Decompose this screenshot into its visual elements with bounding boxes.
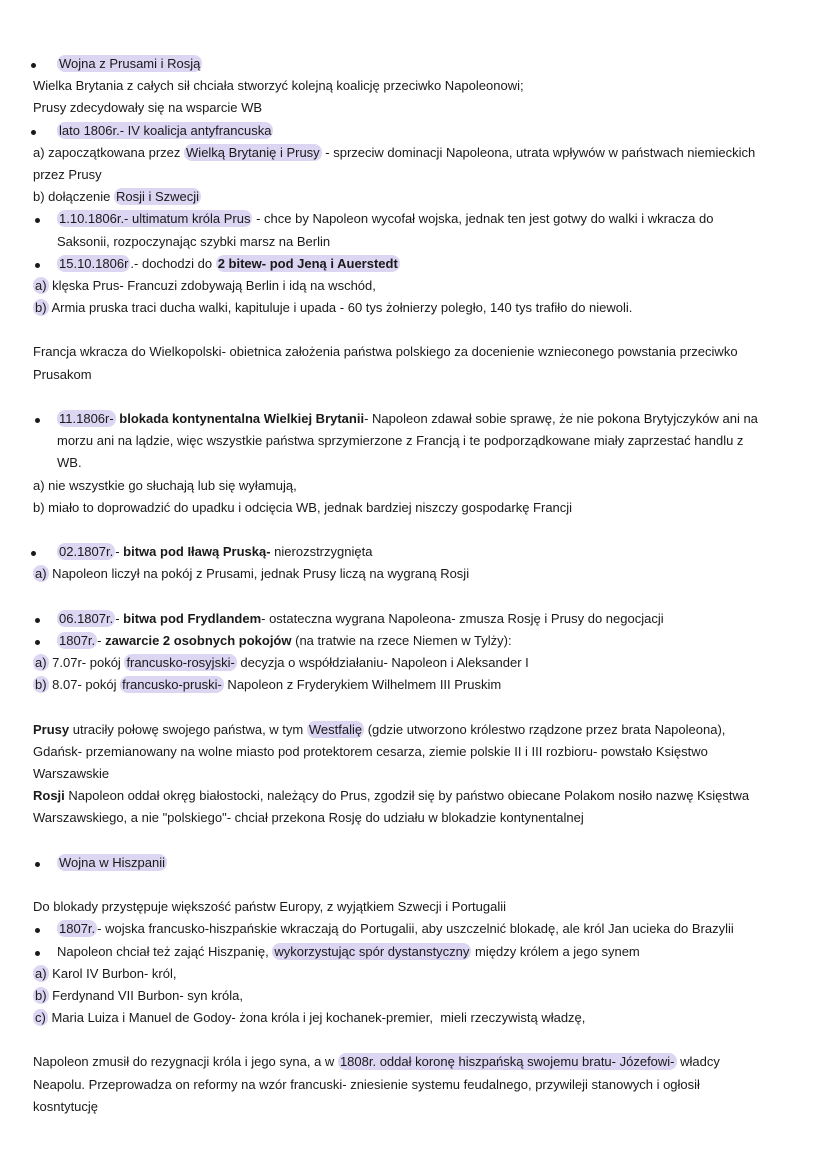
text-line bbox=[33, 452, 808, 474]
text-line bbox=[33, 785, 808, 807]
text-segment: nierozstrzygnięta bbox=[270, 544, 373, 560]
text-segment: kosntytucję bbox=[33, 1098, 99, 1114]
text-segment: - chce by Napoleon wycofał wojska, jednak ten jest gotwy do walki i wkracza do bbox=[252, 211, 714, 227]
text-segment: Do blokady przystępuje większość państw Europy, z wyjątkiem Szwecji i Portugalii bbox=[33, 899, 507, 915]
text-segment: Warszawskiego, a nie "polskiego"- chciał przekona Rosję do udziału w blokadzie kontynentalnej bbox=[33, 810, 584, 826]
highlighted-text: 02.1807r. bbox=[59, 544, 114, 560]
bold-text: bitwa pod Frydlandem bbox=[123, 610, 262, 626]
bullet-item bbox=[33, 852, 808, 874]
text-line bbox=[33, 674, 808, 696]
highlighted-text: a) bbox=[35, 655, 47, 671]
bold-text: bitwa pod Iławą Pruską- bbox=[123, 544, 271, 560]
text-line bbox=[33, 297, 808, 319]
text-segment: 8.07- pokój bbox=[48, 677, 121, 693]
text-line bbox=[33, 741, 808, 763]
text-line bbox=[33, 1074, 808, 1096]
text-segment: - bbox=[115, 544, 124, 560]
text-segment: Prusy zdecydowały się na wsparcie WB bbox=[33, 100, 263, 116]
text-line bbox=[33, 696, 808, 718]
bullet-item bbox=[33, 408, 808, 430]
bullet-item bbox=[33, 918, 808, 940]
highlighted-text: c) bbox=[35, 1010, 46, 1026]
text-line bbox=[33, 430, 808, 452]
text-segment: - sprzeciw dominacji Napoleona, utrata wpływów w państwach niemieckich bbox=[321, 144, 756, 160]
highlighted-text: Wielką Brytanię i Prusy bbox=[186, 144, 320, 160]
bullet-item bbox=[33, 208, 808, 230]
highlighted-text: Westfalię bbox=[308, 721, 363, 737]
text-segment: Neapolu. Przeprowadza on reformy na wzór francuski- zniesienie systemu feudalnego, przywileji stanowych i ogłosił bbox=[33, 1076, 700, 1092]
bullet-item bbox=[33, 630, 808, 652]
text-segment: władcy bbox=[676, 1054, 720, 1070]
text-segment: Napoleon chciał też zająć Hiszpanię, bbox=[57, 943, 273, 959]
text-segment: Prusakom bbox=[33, 366, 92, 382]
text-segment: - wojska francusko-hiszpańskie wkraczają do Portugalii, aby uszczelnić blokadę, ale król Jan ucieka do Brazylii bbox=[97, 921, 734, 937]
text-segment: decyzja o współdziałaniu- Napoleon i Aleksander I bbox=[236, 655, 529, 671]
text-line bbox=[33, 386, 808, 408]
bold-text: blokada kontynentalna Wielkiej Brytanii bbox=[115, 411, 365, 426]
text-line bbox=[33, 807, 808, 829]
text-line bbox=[33, 519, 808, 541]
highlighted-text: 1808r. oddał koronę hiszpańską swojemu bratu- Józefowi- bbox=[339, 1054, 675, 1070]
text-segment: b) dołączenie bbox=[33, 189, 114, 205]
text-line bbox=[33, 319, 808, 341]
text-line bbox=[33, 1029, 808, 1051]
document-body bbox=[33, 53, 808, 1118]
text-segment: - ostateczna wygrana Napoleona- zmusza Rosję i Prusy do negocjacji bbox=[261, 610, 664, 626]
text-segment: utraciły połowę swojego państwa, w tym bbox=[69, 721, 307, 737]
text-segment: Napoleon z Fryderykiem Wilhelmem III Pruskim bbox=[223, 677, 502, 693]
text-line bbox=[33, 874, 808, 896]
highlighted-text: a) bbox=[35, 277, 47, 293]
highlighted-text: francusko-rosyjski- bbox=[126, 655, 235, 671]
highlighted-text: 1807r. bbox=[59, 921, 96, 937]
text-line bbox=[33, 341, 808, 363]
bold-text: zawarcie 2 osobnych pokojów bbox=[105, 632, 292, 648]
text-line bbox=[33, 719, 808, 741]
text-segment: Karol IV Burbon- król, bbox=[48, 965, 177, 981]
highlighted-text: 1.10.1806r.- ultimatum króla Prus bbox=[59, 211, 251, 227]
text-segment: - bbox=[115, 610, 124, 626]
text-segment: - Napoleon zdawał sobie sprawę, że nie pokona Brytyjczyków ani na bbox=[364, 411, 758, 426]
text-segment: Saksonii, rozpoczynając szybki marsz na Berlin bbox=[57, 233, 331, 249]
bold-text: Rosji bbox=[33, 788, 65, 804]
text-segment: Maria Luiza i Manuel de Godoy- żona króla i jej kochanek-premier, mieli rzeczywistą władzę, bbox=[47, 1010, 586, 1026]
text-segment: Wielka Brytania z całych sił chciała stworzyć kolejną koalicję przeciwko Napoleonowi; bbox=[33, 78, 524, 94]
text-line bbox=[33, 896, 808, 918]
text-segment: a) zapoczątkowana przez bbox=[33, 144, 185, 160]
highlighted-text: b) bbox=[35, 677, 47, 693]
text-line bbox=[33, 186, 808, 208]
text-segment: Gdańsk- przemianowany na wolne miasto pod protektorem cesarza, ziemie polskie II i III rozbioru- powstało Księstwo bbox=[33, 743, 708, 759]
bullet-item bbox=[33, 608, 808, 630]
text-segment: Warszawskie bbox=[33, 766, 110, 781]
highlighted-text: b) bbox=[35, 300, 47, 316]
text-segment: morzu ani na lądzie, więc wszystkie państwa sprzymierzone z Francją i te podporządkowane miały zaprzestać handlu z bbox=[57, 433, 744, 449]
highlighted-text: 2 bitew- pod Jeną i Auerstedt bbox=[217, 255, 398, 271]
bullet-item bbox=[33, 541, 808, 563]
text-line bbox=[33, 586, 808, 608]
text-segment: Francja wkracza do Wielkopolski- obietnica założenia państwa polskiego za docenienie wznieconego powstania przeciwko bbox=[33, 344, 738, 360]
text-line bbox=[33, 763, 808, 785]
text-line bbox=[33, 497, 808, 519]
highlighted-text: 06.1807r. bbox=[59, 610, 114, 626]
text-line bbox=[33, 97, 808, 119]
highlighted-text: Wojna w Hiszpanii bbox=[59, 854, 165, 870]
text-line bbox=[33, 652, 808, 674]
bullet-item bbox=[33, 253, 808, 275]
text-line bbox=[33, 830, 808, 852]
highlighted-text: francusko-pruski- bbox=[122, 677, 222, 693]
bold-text: Prusy bbox=[33, 721, 70, 737]
text-segment: klęska Prus- Francuzi zdobywają Berlin i idą na wschód, bbox=[48, 277, 376, 293]
text-line bbox=[33, 164, 808, 186]
highlighted-text: 15.10.1806r bbox=[59, 255, 129, 271]
text-segment: - bbox=[97, 632, 106, 648]
text-segment: .- dochodzi do bbox=[130, 255, 216, 271]
highlighted-text: a) bbox=[35, 566, 47, 582]
highlighted-text: wykorzystując spór dystanstyczny bbox=[274, 943, 470, 959]
text-line bbox=[33, 1007, 808, 1029]
text-segment: (gdzie utworzono królestwo rządzone przez brata Napoleona), bbox=[364, 721, 726, 737]
text-segment: WB. bbox=[57, 455, 82, 471]
text-segment: Napoleon liczył na pokój z Prusami, jednak Prusy liczą na wygraną Rosji bbox=[48, 566, 470, 582]
text-segment: przez Prusy bbox=[33, 166, 102, 182]
text-segment: między królem a jego synem bbox=[471, 943, 640, 959]
text-line bbox=[33, 1051, 808, 1073]
text-segment: Ferdynand VII Burbon- syn króla, bbox=[48, 987, 243, 1003]
bullet-item bbox=[33, 941, 808, 963]
text-segment: Napoleon zmusił do rezygnacji króla i jego syna, a w bbox=[33, 1054, 338, 1070]
highlighted-text: 1807r. bbox=[59, 632, 96, 648]
text-segment: b) miało to doprowadzić do upadku i odcięcia WB, jednak bardziej niszczy gospodarkę Francji bbox=[33, 499, 573, 515]
text-line bbox=[33, 231, 808, 253]
text-segment: (na tratwie na rzece Niemen w Tylży): bbox=[291, 632, 512, 648]
highlighted-text: Wojna z Prusami i Rosją bbox=[59, 56, 201, 71]
highlighted-text: a) bbox=[35, 965, 47, 981]
highlighted-text: Rosji i Szwecji bbox=[115, 189, 200, 205]
highlighted-text: lato 1806r.- IV koalicja antyfrancuska bbox=[59, 122, 272, 138]
text-segment: Napoleon oddał okręg białostocki, należący do Prus, zgodził się by państwo obiecane Polakom nosiło nazwę Księstwa bbox=[64, 788, 750, 804]
text-line bbox=[33, 1096, 808, 1118]
bullet-item bbox=[33, 120, 808, 142]
highlighted-text: b) bbox=[35, 987, 47, 1003]
text-segment: 7.07r- pokój bbox=[48, 655, 125, 671]
text-line bbox=[33, 275, 808, 297]
text-line bbox=[33, 985, 808, 1007]
text-segment: a) nie wszystkie go słuchają lub się wyłamują, bbox=[33, 477, 297, 493]
bullet-item bbox=[33, 53, 808, 75]
text-line bbox=[33, 475, 808, 497]
text-line bbox=[33, 563, 808, 585]
text-segment: Armia pruska traci ducha walki, kapituluje i upada - 60 tys żołnierzy poległo, 140 tys trafiło do niewoli. bbox=[48, 300, 633, 316]
text-line bbox=[33, 364, 808, 386]
text-line bbox=[33, 963, 808, 985]
text-line bbox=[33, 142, 808, 164]
text-line bbox=[33, 75, 808, 97]
highlighted-text: 11.1806r- bbox=[59, 411, 114, 426]
